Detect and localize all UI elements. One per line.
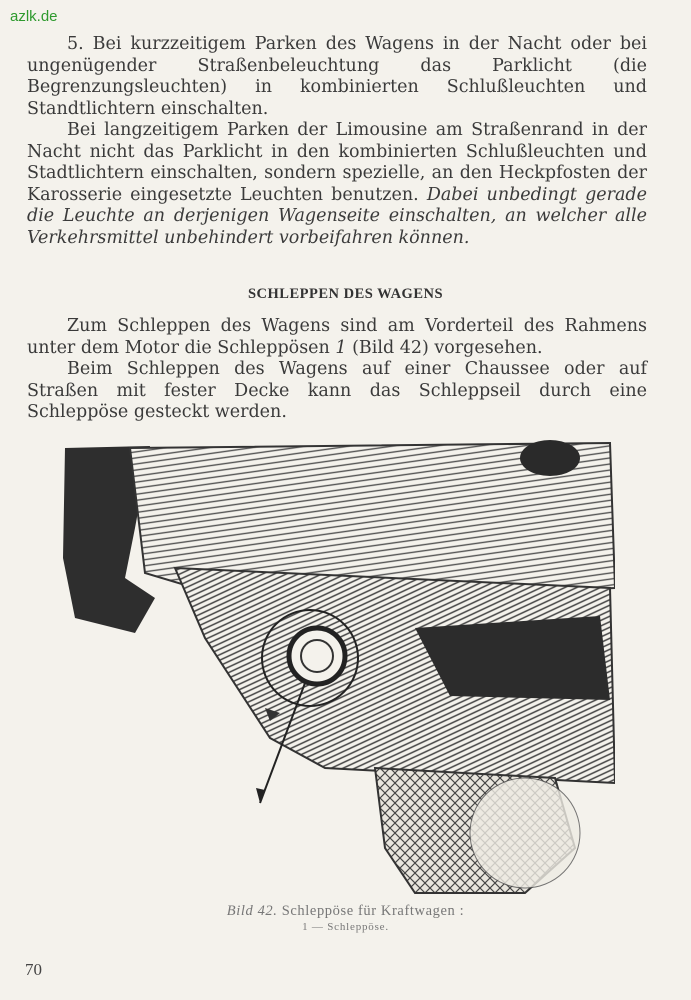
page-number: 70 bbox=[25, 960, 42, 979]
towing-eye-hole bbox=[301, 640, 333, 672]
watermark: azlk.de bbox=[10, 8, 58, 25]
paragraph-towing-eyes bbox=[27, 316, 647, 359]
caption-title: Schleppöse für Kraftwagen : bbox=[277, 903, 465, 919]
figure-caption bbox=[0, 903, 691, 933]
section-heading: SCHLEPPEN DES WAGENS bbox=[247, 286, 444, 302]
paragraph-parking-short: 5. Bei kurzzeitigem Parken des Wagens in der Nacht oder bei ungenügender Straßenbeleuchtung das Parklicht (die Begrenzungsleuchten) in kombinierten Schlußleuchten und Standtlichtern einschalten. bbox=[27, 34, 647, 119]
caption-figure-label: Bild 42. bbox=[226, 903, 278, 919]
paragraph-towing-eyes-text: Zum Schleppen des Wagens sind am Vorderteil des Rahmens unter dem Motor die Schleppösen bbox=[27, 316, 647, 358]
paragraph-parking-long-italic: Dabei unbedingt gerade die Leuchte an derjenigen Wagenseite einschalten, an welcher alle Verkehrsmittel unbehindert vorbeifahren können. bbox=[27, 184, 647, 248]
frame-hole bbox=[520, 440, 580, 476]
paragraph-towing-eyes-text-end: (Bild 42) vorgesehen. bbox=[346, 337, 543, 358]
paragraph-parking-long-normal: Bei langzeitigem Parken der Limousine am Straßenrand in der Nacht nicht das Parklicht in den kombinierten Schlußleuchten und Stadtlichtern einschalten, sondern spezielle, an den Heckpfosten der Karosserie eingesetzte Leuchten benutzen. bbox=[27, 120, 647, 205]
caption-line-2: 1 — Schleppöse. bbox=[302, 921, 389, 933]
caption-line-1 bbox=[0, 903, 691, 920]
paragraph-towing-rope: Beim Schleppen des Wagens auf einer Chaussee oder auf Straßen mit fester Decke kann das Schleppseil durch eine Schleppöse gesteckt werden. bbox=[27, 359, 647, 422]
figure-ref-number: 1 bbox=[335, 337, 347, 358]
towing-eye-illustration bbox=[55, 438, 615, 898]
body-text-bottom bbox=[27, 316, 647, 424]
paragraph-parking-long bbox=[27, 120, 647, 249]
body-text-top bbox=[27, 34, 647, 249]
